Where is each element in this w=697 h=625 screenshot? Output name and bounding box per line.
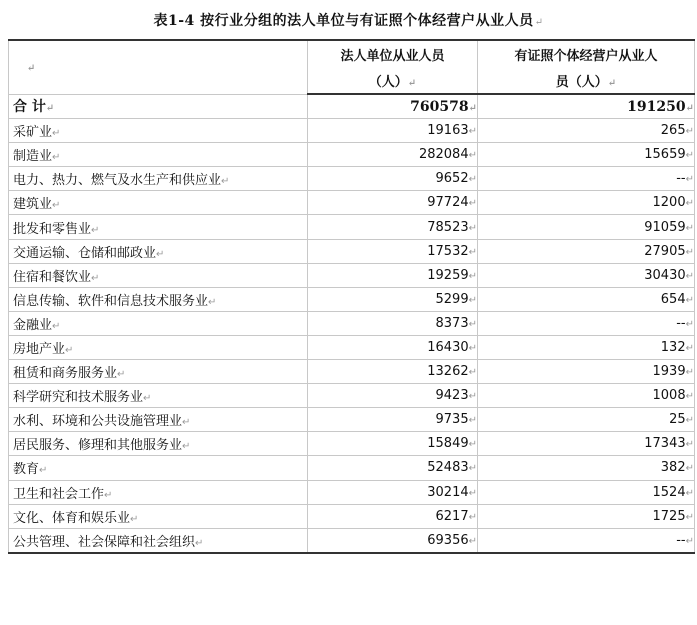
paragraph-mark-icon: ↵ (39, 465, 48, 477)
table-row (9, 384, 695, 408)
industry-cell (9, 287, 308, 311)
legal-units-value-cell-text: 15849 (427, 436, 469, 452)
table-row (9, 167, 695, 191)
paragraph-mark-icon: ↵ (52, 128, 61, 140)
legal-units-value-cell (308, 119, 478, 143)
industry-cell (9, 191, 308, 215)
paragraph-mark-icon: ↵ (685, 415, 694, 427)
paragraph-mark-icon: ↵ (468, 318, 477, 330)
paragraph-mark-icon: ↵ (468, 439, 477, 451)
industry-cell (9, 239, 308, 263)
paragraph-mark-icon: ↵ (468, 246, 477, 258)
industry-cell-text: 交通运输、仓储和邮政业 (13, 245, 157, 261)
paragraph-mark-icon: ↵ (468, 174, 477, 186)
total-row (9, 94, 695, 119)
paragraph-mark-icon: ↵ (468, 367, 477, 379)
legal-units-value-cell-text: 8373 (435, 315, 469, 331)
paragraph-mark-icon: ↵ (685, 294, 694, 306)
legal-units-value-cell (308, 311, 478, 335)
individual-value-cell-text: 654 (660, 291, 686, 307)
individual-value-cell-text: 91059 (644, 219, 686, 235)
legal-units-value-cell-text: 19163 (427, 123, 469, 139)
column-header-individual-line2: 员（人） (555, 74, 608, 90)
legal-units-value-cell (308, 143, 478, 167)
table-row (9, 311, 695, 335)
individual-value-cell-text: -- (676, 315, 686, 331)
individual-value-cell (478, 408, 695, 432)
legal-units-value-cell-text: 78523 (427, 219, 469, 235)
paragraph-mark-icon: ↵ (182, 441, 191, 453)
industry-cell (9, 94, 308, 119)
column-header-legal-units-unit (308, 67, 478, 94)
individual-value-cell-text: 25 (669, 412, 686, 428)
industry-cell (9, 143, 308, 167)
industry-cell-text: 电力、热力、燃气及水生产和供应业 (13, 173, 222, 189)
paragraph-mark-icon: ↵ (52, 320, 61, 332)
individual-value-cell-text: 1524 (652, 484, 686, 500)
paragraph-mark-icon: ↵ (468, 342, 477, 354)
industry-cell (9, 311, 308, 335)
legal-units-value-cell (308, 191, 478, 215)
paragraph-mark-icon: ↵ (685, 511, 694, 523)
legal-units-value-cell-text: 6217 (435, 508, 469, 524)
paragraph-mark-icon: ↵ (468, 126, 477, 138)
legal-units-value-cell (308, 335, 478, 359)
table-row (9, 335, 695, 359)
paragraph-mark-icon: ↵ (468, 294, 477, 306)
column-header-legal-units-line1: 法人单位从业人员 (340, 48, 445, 64)
individual-value-cell (478, 119, 695, 143)
industry-cell-text: 住宿和餐饮业 (13, 269, 92, 285)
legal-units-value-cell-text: 9423 (435, 388, 469, 404)
paragraph-mark-icon: ↵ (468, 391, 477, 403)
industry-cell (9, 528, 308, 553)
individual-value-cell-text: 27905 (644, 243, 686, 259)
paragraph-mark-icon: ↵ (156, 248, 165, 260)
paragraph-mark-icon: ↵ (104, 489, 113, 501)
individual-value-cell (478, 384, 695, 408)
individual-value-cell (478, 215, 695, 239)
paragraph-mark-icon: ↵ (52, 152, 61, 164)
individual-value-cell-text: 17343 (644, 436, 686, 452)
paragraph-mark-icon: ↵ (685, 463, 694, 475)
legal-units-value-cell-text: 5299 (435, 291, 469, 307)
individual-value-cell-text: 1939 (652, 364, 686, 380)
industry-cell-text: 卫生和社会工作 (13, 486, 105, 502)
paragraph-mark-icon: ↵ (52, 200, 61, 212)
column-header-individual-line1: 有证照个体经营户从业人 (514, 48, 658, 64)
table-row (9, 456, 695, 480)
paragraph-mark-icon: ↵ (407, 77, 417, 89)
paragraph-mark-icon: ↵ (468, 102, 477, 114)
column-header-legal-units-line2: （人） (368, 74, 408, 90)
industry-cell-text: 租赁和商务服务业 (13, 366, 118, 382)
column-header-individual-unit (478, 67, 695, 94)
individual-value-cell-text: 265 (660, 123, 686, 139)
industry-cell-text: 采矿业 (13, 125, 53, 141)
industry-cell-text: 居民服务、修理和其他服务业 (13, 438, 183, 454)
employment-table (8, 39, 695, 554)
legal-units-value-cell (308, 287, 478, 311)
individual-value-cell (478, 143, 695, 167)
paragraph-mark-icon: ↵ (685, 198, 694, 210)
individual-value-cell (478, 528, 695, 553)
paragraph-mark-icon: ↵ (685, 222, 694, 234)
paragraph-mark-icon: ↵ (685, 246, 694, 258)
legal-units-value-cell-text: 16430 (427, 339, 469, 355)
industry-cell-text: 公共管理、社会保障和社会组织 (13, 534, 196, 550)
table-row (9, 191, 695, 215)
legal-units-value-cell (308, 167, 478, 191)
table-row (9, 119, 695, 143)
paragraph-mark-icon: ↵ (130, 513, 139, 525)
paragraph-mark-icon: ↵ (468, 487, 477, 499)
legal-units-value-cell (308, 528, 478, 553)
individual-value-cell-text: -- (676, 171, 686, 187)
industry-cell (9, 456, 308, 480)
paragraph-mark-icon: ↵ (468, 222, 477, 234)
industry-cell-text: 制造业 (13, 149, 53, 165)
legal-units-value-cell (308, 408, 478, 432)
paragraph-mark-icon: ↵ (91, 224, 100, 236)
paragraph-mark-icon: ↵ (685, 150, 694, 162)
industry-cell (9, 360, 308, 384)
paragraph-mark-icon: ↵ (468, 198, 477, 210)
individual-value-cell (478, 167, 695, 191)
column-header-individual (478, 40, 695, 67)
table-row (9, 528, 695, 553)
individual-value-cell-text: 1200 (652, 195, 686, 211)
individual-value-cell-text: 1725 (652, 508, 686, 524)
industry-cell (9, 215, 308, 239)
legal-units-value-cell (308, 504, 478, 528)
individual-value-cell (478, 432, 695, 456)
paragraph-mark-icon: ↵ (685, 487, 694, 499)
legal-units-value-cell-text: 19259 (427, 267, 469, 283)
industry-cell-text: 批发和零售业 (13, 221, 92, 237)
paragraph-mark-icon: ↵ (607, 77, 617, 89)
industry-cell-text: 教育 (13, 462, 40, 478)
paragraph-mark-icon: ↵ (221, 176, 230, 188)
industry-cell-text: 信息传输、软件和信息技术服务业 (13, 293, 209, 309)
table-row (9, 263, 695, 287)
legal-units-value-cell (308, 263, 478, 287)
paragraph-mark-icon: ↵ (195, 537, 204, 549)
table-row (9, 287, 695, 311)
industry-cell (9, 335, 308, 359)
paragraph-mark-icon: ↵ (685, 439, 694, 451)
industry-cell (9, 384, 308, 408)
industry-cell (9, 263, 308, 287)
paragraph-mark-icon: ↵ (468, 463, 477, 475)
legal-units-value-cell (308, 360, 478, 384)
legal-units-value-cell (308, 94, 478, 119)
paragraph-mark-icon: ↵ (117, 369, 126, 381)
legal-units-value-cell-text: 97724 (427, 195, 469, 211)
paragraph-mark-icon: ↵ (534, 17, 544, 28)
paragraph-mark-icon: ↵ (685, 367, 694, 379)
header-row (9, 40, 695, 67)
table-title-text: 表1-4 按行业分组的法人单位与有证照个体经营户从业人员 (153, 13, 534, 29)
paragraph-mark-icon: ↵ (468, 270, 477, 282)
industry-cell (9, 480, 308, 504)
individual-value-cell-text: 15659 (644, 147, 686, 163)
paragraph-mark-icon: ↵ (685, 126, 694, 138)
table-row (9, 360, 695, 384)
paragraph-mark-icon: ↵ (208, 296, 217, 308)
paragraph-mark-icon: ↵ (45, 103, 55, 115)
paragraph-mark-icon: ↵ (182, 417, 191, 429)
industry-cell-text: 文化、体育和娱乐业 (13, 510, 131, 526)
industry-cell (9, 408, 308, 432)
individual-value-cell-text: -- (676, 532, 686, 548)
individual-value-cell (478, 480, 695, 504)
table-row (9, 215, 695, 239)
table-row (9, 143, 695, 167)
industry-cell-text: 金融业 (13, 317, 53, 333)
industry-cell (9, 432, 308, 456)
individual-value-cell (478, 311, 695, 335)
paragraph-mark-icon: ↵ (685, 391, 694, 403)
paragraph-mark-icon: ↵ (685, 342, 694, 354)
industry-cell (9, 119, 308, 143)
paragraph-mark-icon: ↵ (65, 344, 74, 356)
legal-units-value-cell-text: 13262 (427, 364, 469, 380)
industry-cell-text: 建筑业 (13, 197, 53, 213)
individual-value-cell (478, 335, 695, 359)
industry-cell (9, 167, 308, 191)
individual-value-cell (478, 360, 695, 384)
individual-value-cell (478, 287, 695, 311)
paragraph-mark-icon: ↵ (685, 318, 694, 330)
individual-value-cell (478, 239, 695, 263)
table-title (0, 10, 697, 30)
individual-value-cell (478, 456, 695, 480)
legal-units-value-cell-text: 52483 (427, 460, 469, 476)
individual-value-cell (478, 504, 695, 528)
legal-units-value-cell (308, 239, 478, 263)
industry-cell (9, 504, 308, 528)
paragraph-mark-icon: ↵ (685, 535, 694, 547)
legal-units-value-cell (308, 480, 478, 504)
legal-units-value-cell (308, 456, 478, 480)
table-row (9, 480, 695, 504)
column-header-legal-units (308, 40, 478, 67)
paragraph-mark-icon: ↵ (143, 393, 152, 405)
legal-units-value-cell-text: 9735 (435, 412, 469, 428)
legal-units-value-cell (308, 215, 478, 239)
table-row (9, 239, 695, 263)
paragraph-mark-icon: ↵ (468, 511, 477, 523)
industry-cell-text: 合 计 (13, 99, 46, 116)
individual-value-cell-text: 382 (660, 460, 686, 476)
legal-units-value-cell-text: 69356 (427, 532, 469, 548)
paragraph-mark-icon: ↵ (685, 102, 694, 114)
paragraph-mark-icon: ↵ (685, 270, 694, 282)
corner-cell (9, 40, 308, 94)
paragraph-mark-icon: ↵ (468, 150, 477, 162)
individual-value-cell-text: 132 (660, 339, 686, 355)
industry-cell-text: 科学研究和技术服务业 (13, 390, 144, 406)
paragraph-mark-icon: ↵ (91, 272, 100, 284)
paragraph-mark-icon: ↵ (685, 174, 694, 186)
table-row (9, 432, 695, 456)
individual-value-cell-text: 30430 (644, 267, 686, 283)
industry-cell-text: 水利、环境和公共设施管理业 (13, 414, 183, 430)
individual-value-cell (478, 94, 695, 119)
legal-units-value-cell-text: 9652 (435, 171, 469, 187)
legal-units-value-cell-text: 30214 (427, 484, 469, 500)
industry-cell-text: 房地产业 (13, 341, 66, 357)
table-row (9, 408, 695, 432)
legal-units-value-cell (308, 384, 478, 408)
individual-value-cell (478, 191, 695, 215)
paragraph-mark-icon: ↵ (27, 62, 36, 74)
individual-value-cell-text: 191250 (627, 98, 686, 115)
paragraph-mark-icon: ↵ (468, 535, 477, 547)
paragraph-mark-icon: ↵ (468, 415, 477, 427)
individual-value-cell (478, 263, 695, 287)
legal-units-value-cell-text: 282084 (418, 147, 469, 163)
legal-units-value-cell-text: 17532 (427, 243, 469, 259)
individual-value-cell-text: 1008 (652, 388, 686, 404)
table-row (9, 504, 695, 528)
legal-units-value-cell (308, 432, 478, 456)
legal-units-value-cell-text: 760578 (410, 98, 469, 115)
